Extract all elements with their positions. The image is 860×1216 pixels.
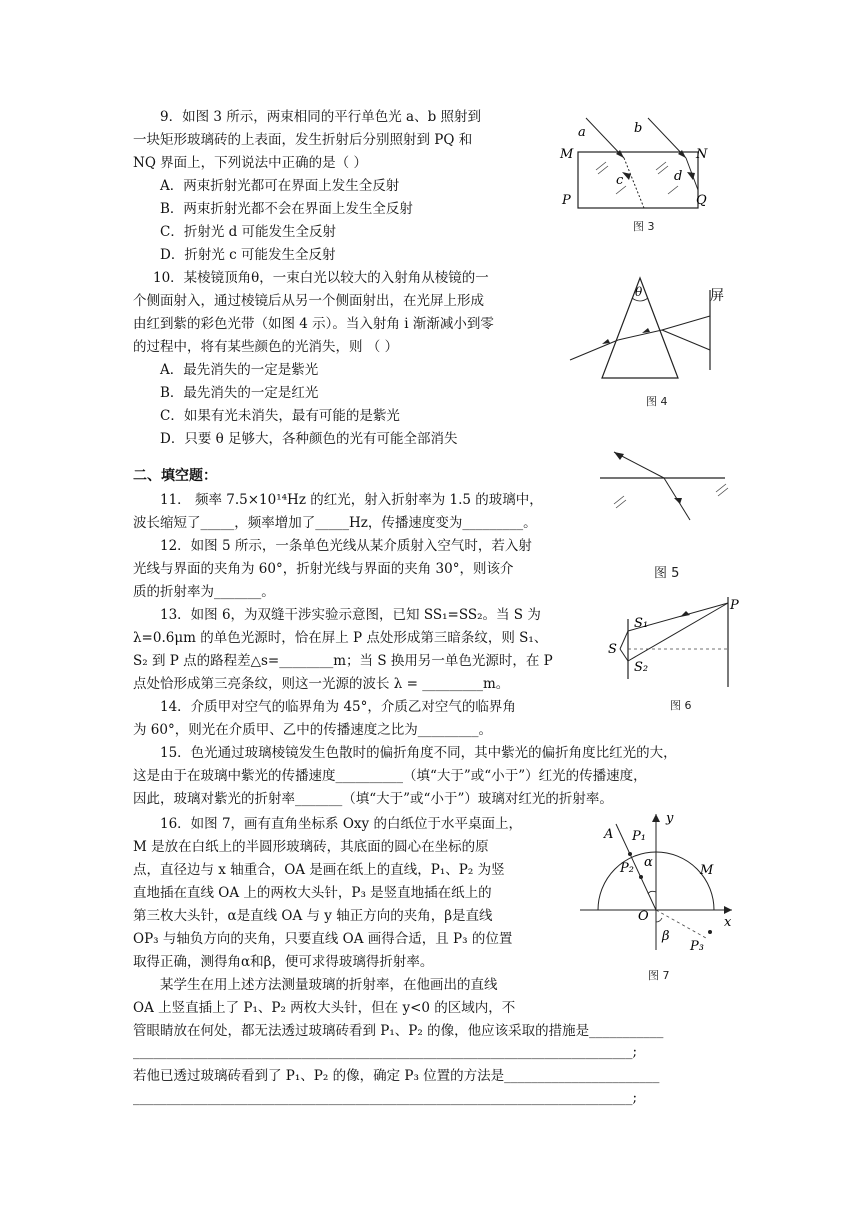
q11-line-2: 波长缩短了_____，频率增加了_____Hz，传播速度变为_________。 — [133, 515, 537, 531]
fig3-label-m: M — [560, 147, 574, 162]
q10-option-d: D．只要 θ 足够大，各种颜色的光有可能全部消失 — [160, 431, 458, 447]
fig7-label-p1: P₁ — [632, 829, 646, 844]
q13-line-4: 点处恰形成第三亮条纹，则这一光源的波长 λ = _________m。 — [133, 676, 510, 692]
q10-line-1: 10．某棱镜顶角θ，一束白光以较大的入射角从棱镜的一 — [153, 270, 489, 286]
q14-line-1: 14．介质甲对空气的临界角为 45°，介质乙对空气的临界角 — [160, 699, 516, 715]
figure-5 — [600, 448, 740, 528]
q13-line-2: λ=0.6μm 的单色光源时，恰在屏上 P 点处形成第三暗条纹，则 S₁、 — [133, 630, 548, 646]
q9-option-d: D．折射光 c 可能发生全反射 — [160, 247, 336, 263]
q16-line-12: 若他已透过玻璃砖看到了 P₁、P₂ 的像，确定 P₃ 位置的方法是_______________________ — [133, 1068, 660, 1084]
q16-line-2: M 是放在白纸上的半圆形玻璃砖，其底面的圆心在坐标的原 — [133, 839, 489, 855]
fig7-label-m: M — [700, 863, 714, 878]
fig3-label-p: P — [562, 193, 571, 208]
q16-line-9: OA 上竖直插上了 P₁、P₂ 两枚大头针，但在 y<0 的区域内，不 — [133, 1000, 516, 1016]
fig3-label-d: d — [674, 169, 683, 184]
fig3-label-b: b — [634, 121, 643, 136]
fig6-label-s2: S₂ — [634, 660, 649, 675]
fig7-label-alpha: α — [644, 855, 653, 870]
section-heading: 二、填空题： — [133, 468, 217, 484]
q16-answer-line-1: __________________________________________________________________________; — [133, 1044, 638, 1060]
fig7-label-p3: P₃ — [690, 939, 704, 954]
fig7-label-p2: P₂ — [620, 861, 634, 876]
q10-option-a: A．最先消失的一定是紫光 — [160, 362, 319, 378]
q15-line-2: 这是由于在玻璃中紫光的传播速度__________（填“大于”或“小于”）红光的传播速度， — [133, 768, 647, 784]
q14-line-2: 为 60°，则光在介质甲、乙中的传播速度之比为_________。 — [133, 722, 492, 738]
q11-line-1: 11． 频率 7.5×10¹⁴Hz 的红光，射入折射率为 1.5 的玻璃中， — [160, 492, 543, 508]
q15-line-3: 因此，玻璃对紫光的折射率_______（填“大于”或“小于”）玻璃对红光的折射率。 — [133, 791, 613, 807]
q16-line-4: 直地插在直线 OA 上的两枚大头针，P₃ 是竖直地插在纸上的 — [133, 885, 492, 901]
fig6-label-p: P — [730, 598, 739, 613]
fig3-label-c: c — [616, 173, 624, 188]
fig5-caption: 图 5 — [654, 566, 680, 581]
fig4-label-theta: θ — [635, 285, 643, 299]
q16-line-8: 某学生在用上述方法测量玻璃的折射率，在他画出的直线 — [160, 977, 498, 993]
fig3-label-a: a — [578, 125, 586, 140]
q12-line-2: 光线与界面的夹角为 60°，折射光线与界面的夹角 30°，则该介 — [133, 561, 514, 577]
q16-line-6: OP₃ 与轴负方向的夹角，只要直线 OA 画得合适，且 P₃ 的位置 — [133, 931, 513, 947]
q16-line-3: 点，直径边与 x 轴重合，OA 是画在纸上的直线，P₁、P₂ 为竖 — [133, 862, 505, 878]
q16-line-5: 第三枚大头针，α是直线 OA 与 y 轴正方向的夹角，β是直线 — [133, 908, 493, 924]
fig4-label-screen: 屏 — [710, 288, 724, 304]
fig7-label-a: A — [604, 827, 614, 842]
fig6-label-s: S — [608, 642, 617, 657]
q16-answer-line-2: __________________________________________________________________________; — [133, 1090, 638, 1106]
q9-option-b: B．两束折射光都不会在界面上发生全反射 — [160, 201, 413, 217]
q10-line-4: 的过程中，将有某些颜色的光消失，则 （ ） — [133, 339, 399, 355]
q16-line-7: 取得正确，测得角α和β，便可求得玻璃得折射率。 — [133, 954, 434, 970]
q10-line-3: 由红到紫的彩色光带（如图 4 示）。当入射角 i 渐渐减小到零 — [133, 316, 494, 332]
q10-option-c: C．如果有光未消失，最有可能的是紫光 — [160, 408, 400, 424]
fig3-caption: 图 3 — [633, 220, 655, 233]
fig7-label-y: y — [666, 811, 674, 826]
figure-4 — [570, 270, 724, 390]
q9-line-3: NQ 界面上，下列说法中正确的是（ ） — [133, 155, 367, 171]
q10-option-b: B．最先消失的一定是红光 — [160, 385, 319, 401]
q13-line-1: 13．如图 6，为双缝干涉实验示意图，已知 SS₁=SS₂。当 S 为 — [160, 607, 541, 623]
fig6-caption: 图 6 — [670, 699, 692, 712]
q13-line-3: S₂ 到 P 点的路程差△s=________m；当 S 换用另一单色光源时，在 P — [133, 653, 553, 669]
figure-6 — [608, 597, 758, 697]
q16-line-10: 管眼睛放在何处，都无法透过玻璃砖看到 P₁、P₂ 的像，他应该采取的措施是___________ — [133, 1023, 664, 1039]
fig3-label-n: N — [696, 147, 708, 162]
q12-line-3: 质的折射率为_______。 — [133, 584, 275, 600]
fig7-caption: 图 7 — [648, 969, 670, 982]
figure-3 — [556, 110, 716, 230]
fig3-label-q: Q — [696, 193, 707, 208]
q9-option-c: C．折射光 d 可能发生全反射 — [160, 224, 337, 240]
q12-line-1: 12．如图 5 所示，一条单色光线从某介质射入空气时，若入射 — [160, 538, 532, 554]
fig6-label-s1: S₁ — [634, 616, 649, 631]
q9-option-a: A．两束折射光都可在界面上发生全反射 — [160, 178, 400, 194]
fig7-label-o: O — [638, 909, 649, 924]
q9-line-1: 9．如图 3 所示，两束相同的平行单色光 a、b 照射到 — [160, 109, 482, 125]
fig4-caption: 图 4 — [646, 395, 668, 408]
fig7-label-x: x — [724, 915, 732, 930]
q16-line-1: 16．如图 7，画有直角坐标系 Oxy 的白纸位于水平桌面上， — [160, 816, 522, 832]
q10-line-2: 个侧面射入，通过棱镜后从另一个侧面射出，在光屏上形成 — [133, 293, 484, 309]
figure-7 — [574, 810, 744, 960]
fig7-label-beta: β — [662, 929, 670, 944]
q9-line-2: 一块矩形玻璃砖的上表面，发生折射后分别照射到 PQ 和 — [133, 132, 473, 148]
q15-line-1: 15．色光通过玻璃棱镜发生色散时的偏折角度不同，其中紫光的偏折角度比红光的大， — [160, 745, 677, 761]
